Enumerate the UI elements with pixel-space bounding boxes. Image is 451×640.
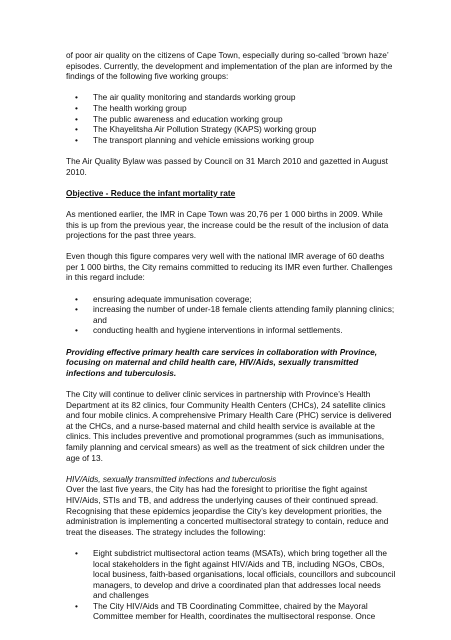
intro-paragraph: of poor air quality on the citizens of Cape Town, especially during so-called ‘brown haze’ episodes. Currently, the development and implementation of the plan are informed by the findings of the following five working groups: bbox=[66, 50, 393, 82]
working-groups-list bbox=[66, 92, 396, 145]
list-item: • The air quality monitoring and standards working group bbox=[66, 92, 396, 103]
hiv-heading: HIV/Aids, sexually transmitted infections and tuberculosis bbox=[66, 473, 277, 484]
list-item: • The health working group bbox=[66, 103, 396, 114]
list-item: • The Khayelitsha Air Pollution Strategy (KAPS) working group bbox=[66, 124, 396, 135]
list-item: • conducting health and hygiene interventions in informal settlements. bbox=[66, 325, 396, 336]
list-item: • ensuring adequate immunisation coverage; bbox=[66, 294, 396, 305]
strategy-list bbox=[66, 548, 396, 622]
list-item: • increasing the number of under-18 female clients attending family planning clinics; and bbox=[66, 304, 396, 325]
list-item: • The transport planning and vehicle emissions working group bbox=[66, 135, 396, 146]
objective-heading: Objective - Reduce the infant mortality rate bbox=[66, 187, 236, 198]
national-imr-paragraph: Even though this figure compares very well with the national IMR average of 60 deaths per 1 000 births, the City remains committed to reducing its IMR even further. Challenges in this regard include: bbox=[66, 251, 393, 283]
clinics-paragraph: The City will continue to deliver clinic services in partnership with Province’s Health Department at its 82 clinics, four Community Health Centers (CHCs), 24 satellite clinics and four mobile clinics. A comprehensive Primary Health Care (PHC) service is delivered at the CHCs, and a nurse-based maternal and child health service is available at the clinics. This includes preventive and promotional programmes (such as immunisations, family planning and cervical smears) as well as the treatment of sick children under the age of 13. bbox=[66, 389, 392, 463]
hiv-paragraph: Over the last five years, the City has had the foresight to prioritise the fight against HIV/Aids, STIs and TB, and address the underlying causes of their continued spread. Recognising that these epidemics jeopardise the City’s key development priorities, the administration is implementing a concerted multisectoral strategy to contain, reduce and treat the diseases. The strategy includes the following: bbox=[66, 484, 389, 537]
challenges-list bbox=[66, 294, 396, 336]
list-item: • The public awareness and education working group bbox=[66, 114, 396, 125]
list-item: • The City HIV/Aids and TB Coordinating Committee, chaired by the Mayoral Committee member for Health, coordinates the multisectoral response. Once bbox=[66, 601, 396, 622]
page-body bbox=[66, 50, 396, 622]
list-item: • Eight subdistrict multisectoral action teams (MSATs), which bring together all the local stakeholders in the fight against HIV/Aids and TB, including NGOs, CBOs, local business, faith-based organisations, local officials, councillors and subcouncil managers, to develop and drive a coordinated plan that addresses local needs and challenges bbox=[66, 548, 396, 601]
bylaw-paragraph: The Air Quality Bylaw was passed by Council on 31 March 2010 and gazetted in August 2010. bbox=[66, 155, 388, 177]
imr-paragraph: As mentioned earlier, the IMR in Cape Town was 20,76 per 1 000 births in 2009. While this is up from the previous year, the increase could be the result of the inclusion of data projections for the past three years. bbox=[66, 208, 389, 241]
phc-heading: Providing effective primary health care services in collaboration with Province, focusing on maternal and child health care, HIV/Aids, sexually transmitted infections and tuberculosis. bbox=[66, 346, 378, 378]
